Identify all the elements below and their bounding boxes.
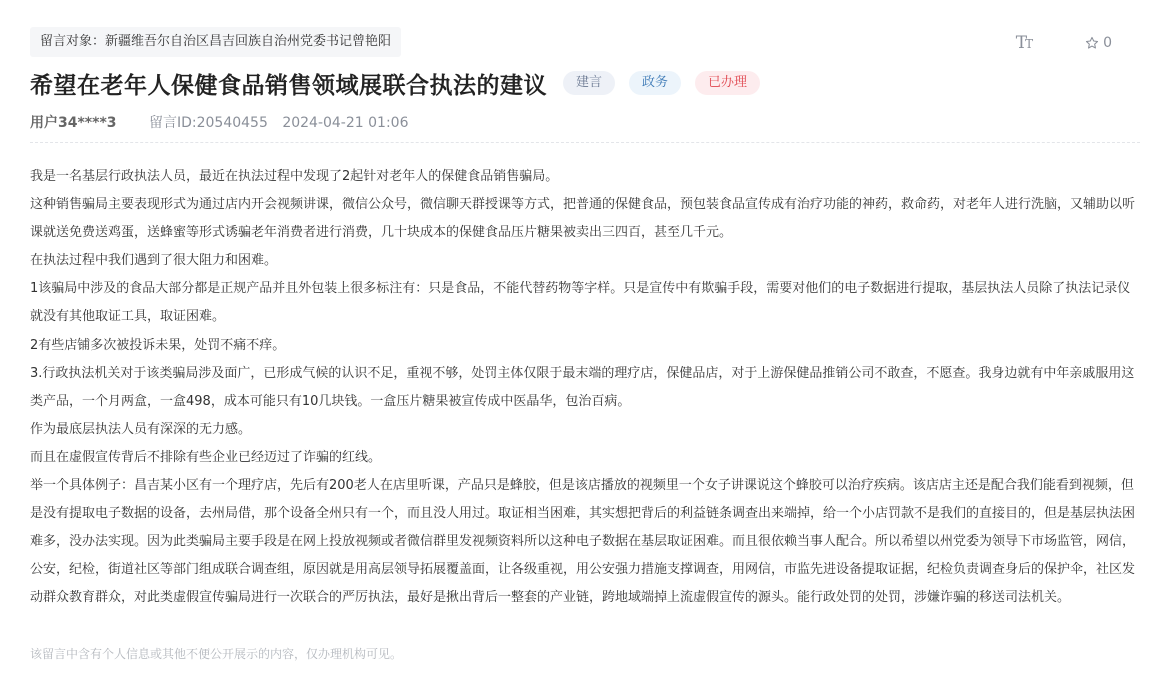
status-badge: 已办理: [695, 71, 760, 95]
favorite-count: 0: [1103, 35, 1112, 51]
content-paragraph: 举一个具体例子：昌吉某小区有一个理疗店，先后有200老人在店里听课，产品只是蜂胶，但是该店播放的视频里一个女子讲课说这个蜂胶可以治疗疾病。该店店主还是配合我们能看到视频，但是没有提取电子数据的设备，去州局借，那个设备全州只有一个，而且没人用过。取证相当困难，其实想把背后的利益链条调查出来端掉，给一个小店罚款不是我们的直接目的，但是基层执法困难多，没办法实现。因为此类骗局主要手段是在网上投放视频或者微信群里发视频资料所以这种电子数据在基层取证困难。而且很依赖当事人配合。所以希望以州党委为领导下市场监管，网信，公安，纪检，街道社区等部门组成联合调查组，原因就是用高层领导拓展覆盖面，让各级重视，用公安强力措施支撑调查，用网信，市监先进设备提取证据，纪检负责调查身后的保护伞，社区发动群众教育群众，对此类虚假宣传骗局进行一次联合的严厉执法，最好是揪出背后一整套的产业链，跨地域端掉上流虚假宣传的源头。能行政处罚的处罚，涉嫌诈骗的移送司法机关。: [30, 478, 1136, 606]
user-name: 用户34****3: [30, 115, 117, 131]
content-paragraph: 2有些店铺多次被投诉未果，处罚不痛不痒。: [30, 337, 286, 353]
message-id: 留言ID:20540455: [148, 115, 268, 131]
content-paragraph: 我是一名基层行政执法人员，最近在执法过程中发现了2起针对老年人的保健食品销售骗局。: [30, 169, 559, 184]
content-paragraph: 3.行政执法机关对于该类骗局涉及面广，已形成气候的认识不足，重视不够，处罚主体仅限于最末端的理疗店，保健品店，对于上游保健品推销公司不敢查，不愿查。我身边就有中年亲戚服用这类产品，一个月两盒，一盒498，成本可能只有10几块钱。一盒压片糖果被宣传成中医晶华，包治百病。: [30, 365, 1135, 409]
divider: [30, 142, 1140, 143]
message-title: 希望在老年人保健食品销售领域展联合执法的建议: [30, 72, 547, 99]
type-badge: 建言: [563, 71, 615, 95]
title-row: [30, 66, 760, 100]
content-paragraph: 1该骗局中涉及的食品大部分都是正规产品并且外包装上很多标注有：只是食品，不能代替药物等字样。只是宣传中有欺骗手段，需要对他们的电子数据进行提取，基层执法人员除了执法记录仪就没有其他取证工具，取证困难。: [30, 281, 1131, 325]
star-outline-icon: [1085, 36, 1099, 50]
message-content: [30, 163, 1142, 613]
message-datetime: 2024-04-21 01:06: [282, 115, 409, 131]
message-meta: [30, 112, 408, 134]
message-toolbar: [1016, 30, 1112, 56]
message-target-tag: 留言对象：新疆维吾尔自治区昌吉回族自治州党委书记曾艳阳: [30, 27, 401, 57]
content-paragraph: 在执法过程中我们遇到了很大阻力和困难。: [30, 253, 278, 269]
font-size-icon[interactable]: TT: [1015, 32, 1032, 53]
privacy-disclaimer: 该留言中含有个人信息或其他不便公开展示的内容，仅办理机构可见。: [30, 647, 403, 661]
content-paragraph: 这种销售骗局主要表现形式为通过店内开会视频讲课，微信公众号，微信聊天群授课等方式，把普通的保健食品，预包装食品宣传成有治疗功能的神药，救命药，对老年人进行洗脑，又辅助以听课就送免费送鸡蛋，送蜂蜜等形式诱骗老年消费者进行消费，几十块成本的保健食品压片糖果被卖出三四百，甚至几千元。: [30, 197, 1136, 241]
favorite-button[interactable]: [1085, 35, 1112, 51]
content-paragraph: 而且在虚假宣传背后不排除有些企业已经迈过了诈骗的红线。: [30, 449, 382, 465]
content-paragraph: 作为最底层执法人员有深深的无力感。: [30, 421, 252, 437]
category-badge: 政务: [629, 71, 681, 95]
